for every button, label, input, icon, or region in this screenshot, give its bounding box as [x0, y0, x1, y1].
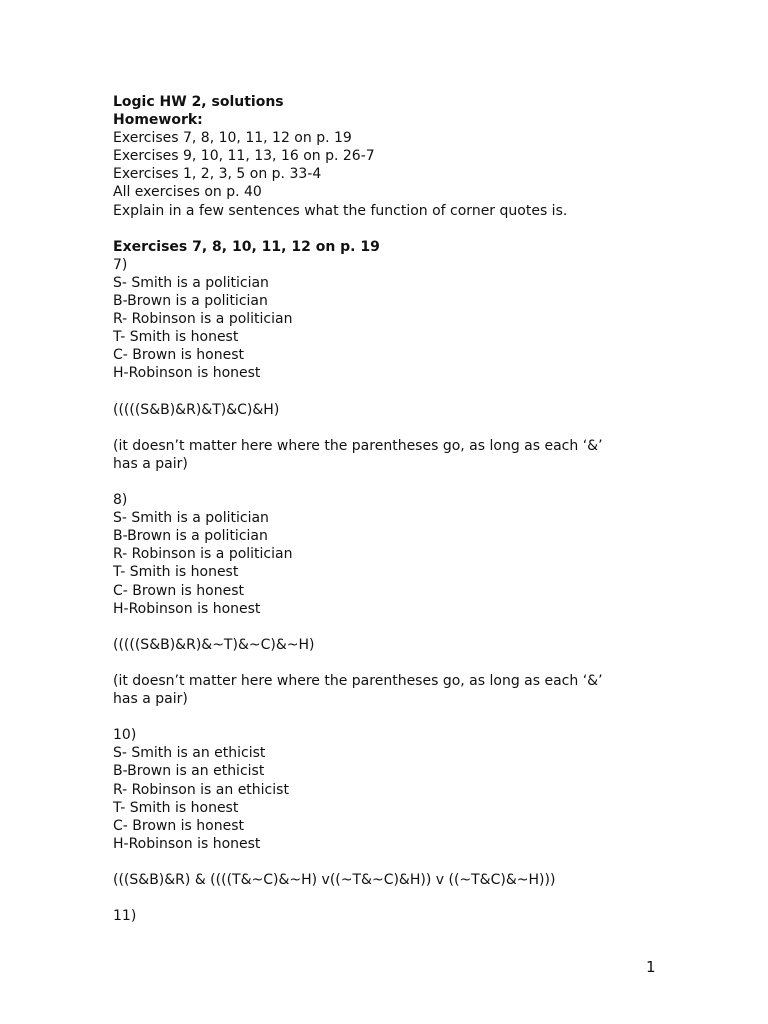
homework-item: Exercises 9, 10, 11, 13, 16 on p. 26-7: [113, 148, 375, 165]
spacer: [113, 708, 713, 726]
sentence-key: R- Robinson is an ethicist: [113, 781, 289, 798]
sentence-key: S- Smith is a politician: [113, 274, 269, 291]
sentence-key: C- Brown is honest: [113, 817, 245, 834]
sentence-key: B-Brown is a politician: [113, 528, 268, 545]
sentence-key: C- Brown is honest: [113, 347, 245, 364]
sentence-key: S- Smith is a politician: [113, 510, 269, 527]
spacer: [113, 473, 713, 491]
exercise-label: 10): [113, 727, 137, 744]
document-body: [113, 93, 713, 925]
note: has a pair): [113, 691, 188, 708]
exercise-label: 8): [113, 492, 128, 509]
sentence-key: S- Smith is an ethicist: [113, 745, 266, 762]
page-number: 1: [646, 958, 656, 976]
note: has a pair): [113, 455, 188, 472]
homework-item: Exercises 7, 8, 10, 11, 12 on p. 19: [113, 130, 352, 147]
formula: (((((S&B)&R)&~T)&~C)&~H): [113, 636, 315, 653]
sentence-key: T- Smith is honest: [113, 329, 239, 346]
document-title: Logic HW 2, solutions: [113, 94, 284, 110]
exercise-label: 11): [113, 908, 137, 925]
homework-heading: Homework:: [113, 112, 203, 129]
homework-item: Exercises 1, 2, 3, 5 on p. 33-4: [113, 166, 322, 183]
spacer: [113, 889, 713, 907]
formula: (((S&B)&R) & ((((T&~C)&~H) v((~T&~C)&H)) v ((~T&C)&~H))): [113, 872, 556, 889]
exercise-label: 7): [113, 256, 128, 273]
sentence-key: C- Brown is honest: [113, 582, 245, 599]
sentence-key: B-Brown is a politician: [113, 293, 268, 310]
formula: (((((S&B)&R)&T)&C)&H): [113, 401, 280, 418]
sentence-key: H-Robinson is honest: [113, 835, 261, 852]
spacer: [113, 618, 713, 636]
homework-item: All exercises on p. 40: [113, 184, 262, 201]
sentence-key: T- Smith is honest: [113, 564, 239, 581]
spacer: [113, 419, 713, 437]
note: (it doesn’t matter here where the parentheses go, as long as each ‘&’: [113, 673, 603, 689]
spacer: [113, 853, 713, 871]
spacer: [113, 654, 713, 672]
spacer: [113, 383, 713, 401]
sentence-key: H-Robinson is honest: [113, 365, 261, 382]
sentence-key: T- Smith is honest: [113, 799, 239, 816]
sentence-key: R- Robinson is a politician: [113, 546, 293, 563]
sentence-key: H-Robinson is honest: [113, 600, 261, 617]
sentence-key: B-Brown is an ethicist: [113, 763, 265, 780]
spacer: [113, 220, 713, 238]
homework-item: Explain in a few sentences what the function of corner quotes is.: [113, 202, 568, 219]
note: (it doesn’t matter here where the parentheses go, as long as each ‘&’: [113, 437, 603, 454]
sentence-key: R- Robinson is a politician: [113, 311, 293, 328]
section-heading: Exercises 7, 8, 10, 11, 12 on p. 19: [113, 238, 380, 255]
